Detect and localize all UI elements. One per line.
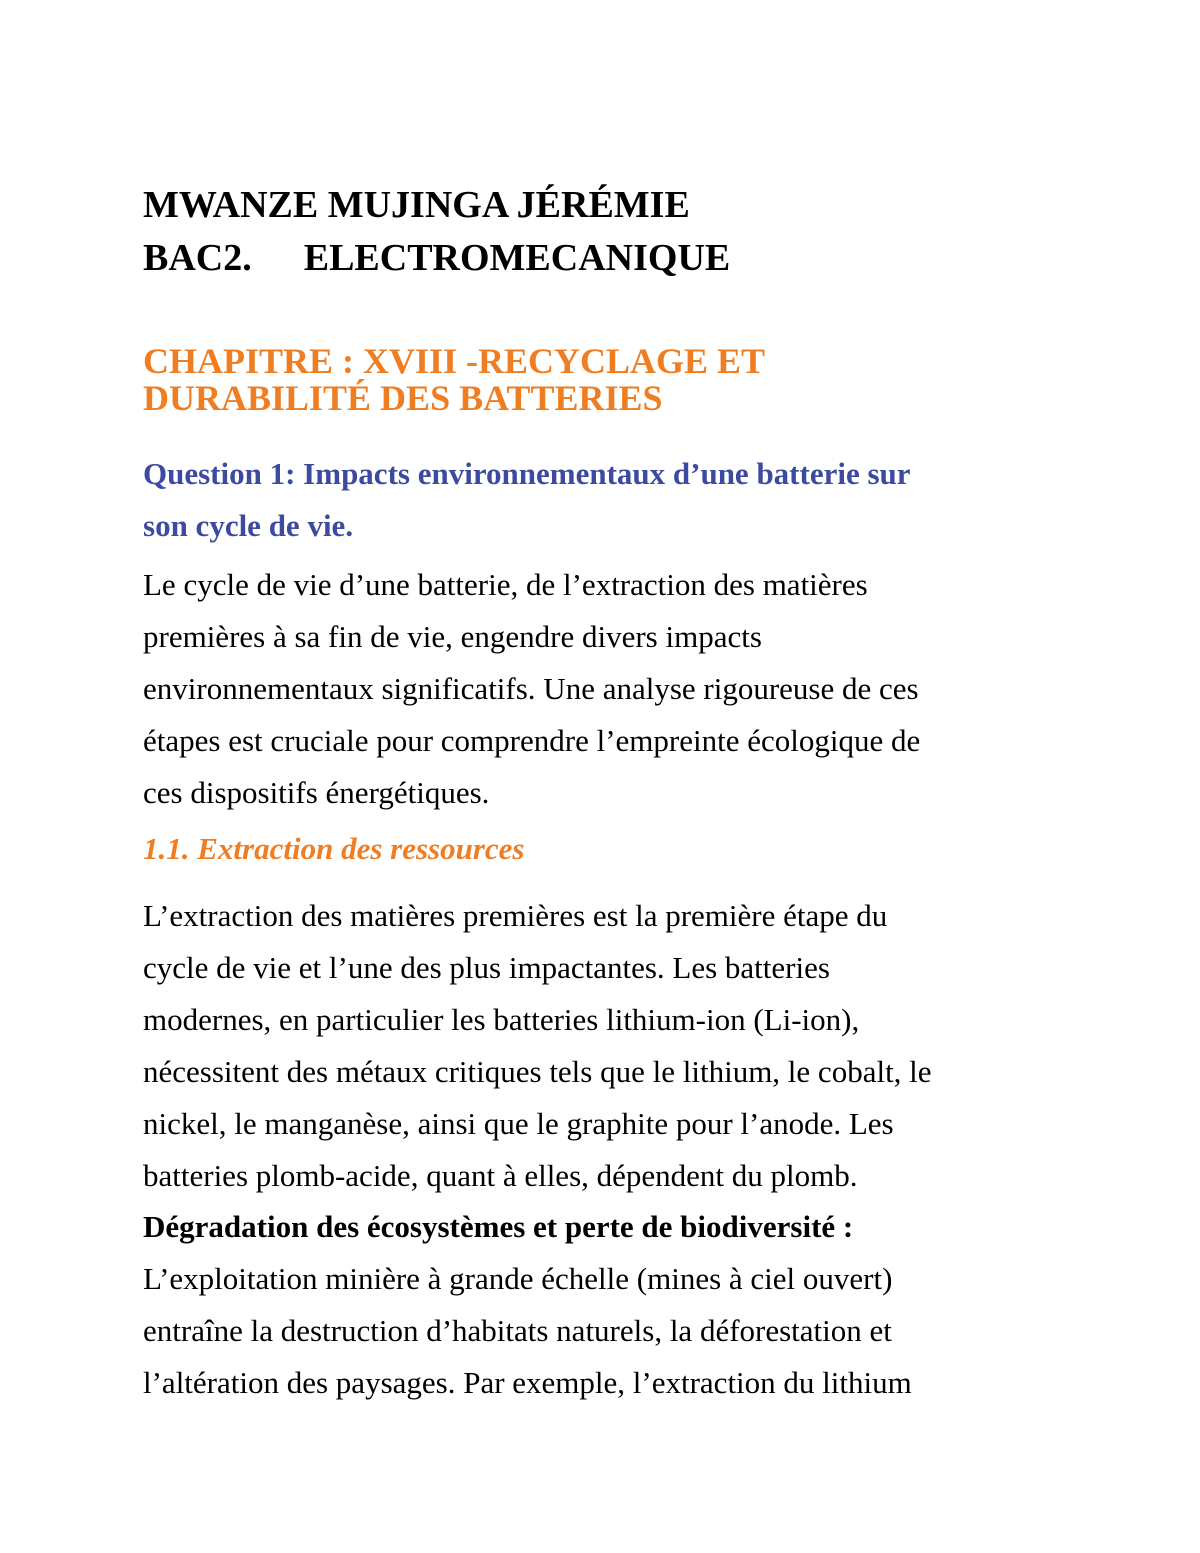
degradation-lead: Dégradation des écosystèmes et perte de biodiversité :: [143, 1209, 854, 1244]
question-heading: [143, 448, 1063, 552]
paragraph-line: modernes, en particulier les batteries lithium-ion (Li-ion),: [143, 1002, 860, 1037]
level-label: BAC2.: [143, 237, 252, 279]
paragraph-line: ces dispositifs énergétiques.: [143, 775, 490, 810]
paragraph-line: l’altération des paysages. Par exemple, l’extraction du lithium: [143, 1365, 912, 1400]
paragraph-line: nickel, le manganèse, ainsi que le graphite pour l’anode. Les: [143, 1106, 894, 1141]
paragraph-line: L’exploitation minière à grande échelle (mines à ciel ouvert): [143, 1261, 893, 1296]
paragraph-line: batteries plomb-acide, quant à elles, dépendent du plomb.: [143, 1158, 858, 1193]
extraction-paragraph: [143, 890, 1083, 1202]
degradation-paragraph: [143, 1201, 1083, 1409]
section-heading-extraction: 1.1. Extraction des ressources: [143, 831, 525, 866]
paragraph-line: Le cycle de vie d’une batterie, de l’extraction des matières: [143, 567, 868, 602]
level-department-line: [143, 238, 730, 278]
chapter-title: [143, 343, 1043, 417]
intro-paragraph: [143, 559, 1083, 819]
department-label: ELECTROMECANIQUE: [303, 237, 731, 279]
paragraph-line: entraîne la destruction d’habitats naturels, la déforestation et: [143, 1313, 892, 1348]
question-line: son cycle de vie.: [143, 508, 354, 543]
paragraph-line: nécessitent des métaux critiques tels que le lithium, le cobalt, le: [143, 1054, 932, 1089]
paragraph-line: L’extraction des matières premières est la première étape du: [143, 898, 888, 933]
paragraph-line: étapes est cruciale pour comprendre l’empreinte écologique de: [143, 723, 921, 758]
chapter-title-line: DURABILITÉ DES BATTERIES: [143, 378, 663, 418]
question-line: Question 1: Impacts environnementaux d’une batterie sur: [143, 456, 911, 491]
paragraph-line: premières à sa fin de vie, engendre divers impacts: [143, 619, 762, 654]
paragraph-line: environnementaux significatifs. Une analyse rigoureuse de ces: [143, 671, 919, 706]
chapter-title-line: CHAPITRE : XVIII -RECYCLAGE ET: [143, 341, 766, 381]
author-name: MWANZE MUJINGA JÉRÉMIE: [143, 184, 690, 226]
paragraph-line: cycle de vie et l’une des plus impactantes. Les batteries: [143, 950, 830, 985]
